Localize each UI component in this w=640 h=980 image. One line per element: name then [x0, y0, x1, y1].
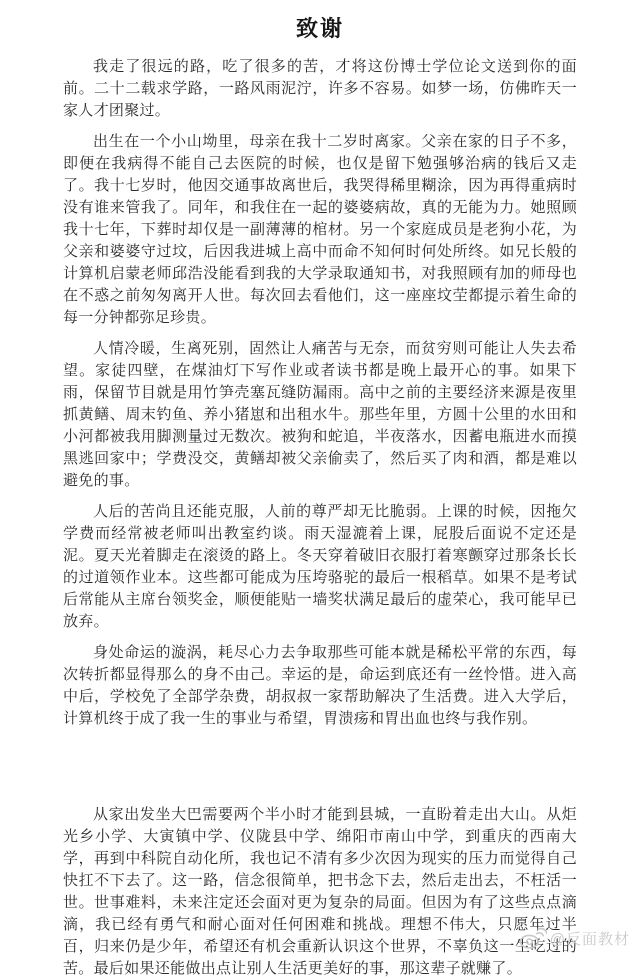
watermark-handle: @反面教材	[549, 930, 630, 948]
page-title: 致谢	[295, 16, 344, 41]
weibo-logo-icon	[519, 926, 547, 950]
paragraph-6: 从家出发坐大巴需要两个半小时才能到县城，一直盼着走出大山。从炬光乡小学、大寅镇中学、仪陇县中学、绵阳市南山中学，到重庆的西南大学，再到中科院自动化所，我也记不清有多少次因为现实的压力而觉得自己快扛不下去了。这一路，信念很简单，把书念下去，然后走出去，不枉活一世。世事难料，未来注定还会面对更为复杂的局面。但因为有了这些点点滴滴，我已经有勇气和耐心面对任何困难和挑战。理想不伟大，只愿年过半百，归来仍是少年，希望还有机会重新认识这个世界，不辜负这一生吃过的苦。最后如果还能做出点让别人生活更美好的事，那这辈子就赚了。	[63, 807, 577, 977]
paragraph-1: 我走了很远的路，吃了很多的苦，才将这份博士学位论文送到你的面前。二十二载求学路，一路风雨泥泞，许多不容易。如梦一场，仿佛昨天一家人才团聚过。	[63, 59, 577, 119]
paragraph-4: 人后的苦尚且还能克服，人前的尊严却无比脆弱。上课的时候，因拖欠学费而经常被老师叫出教室约谈。雨天湿漉着上课，屁股后面说不定还是泥。夏天光着脚走在滚烫的路上。冬天穿着破旧衣服打着寒颤穿过那条长长的过道领作业本。这些都可能成为压垮骆驼的最后一根稻草。如果不是考试后常能从主席台领奖金，顺便能贴一墙奖状满足最后的虚荣心，我可能早已放弃。	[63, 504, 577, 630]
paragraph-5: 身处命运的漩涡，耗尽心力去争取那些可能本就是稀松平常的东西，每次转折都显得那么的身不由己。幸运的是，命运到底还有一丝怜惜。进入高中后，学校免了全部学杂费，胡叔叔一家帮助解决了生活费。进入大学后，计算机终于成了我一生的事业与希望，胃溃疡和胃出血也终与我作别。	[63, 645, 577, 727]
paragraph-2: 出生在一个小山坳里，母亲在我十二岁时离家。父亲在家的日子不多，即便在我病得不能自己去医院的时候，也仅是留下勉强够治病的钱后又走了。我十七岁时，他因交通事故离世后，我哭得稀里糊涂，因为再得重病时没有谁来管我了。同年，和我住在一起的婆婆病故，真的无能为力。她照顾我十七年，下葬时却仅是一副薄薄的棺材。另一个家庭成员是老狗小花，为父亲和婆婆守过坟，后因我进城上高中而命不知何时何处所终。如兄长般的计算机启蒙老师邱浩没能看到我的大学录取通知书，对我照顾有加的师母也在不惑之前匆匆离开人世。每次回去看他们，这一座座坟茔都提示着生命的每一分钟都弥足珍贵。	[63, 134, 577, 326]
paragraph-3: 人情冷暖，生离死别，固然让人痛苦与无奈，而贫穷则可能让人失去希望。家徒四壁，在煤油灯下写作业或者读书都是晚上最开心的事。如果下雨，保留节目就是用竹笋壳塞瓦缝防漏雨。高中之前的主要经济来源是夜里抓黄鳝、周末钓鱼、养小猪崽和出租水牛。那些年里，方圆十公里的水田和小河都被我用脚测量过无数次。被狗和蛇追，半夜落水，因蓄电瓶进水而摸黑逃回家中；学费没交，黄鳝却被父亲偷卖了，然后买了肉和酒，都是难以避免的事。	[63, 341, 577, 489]
weibo-watermark	[519, 926, 630, 950]
